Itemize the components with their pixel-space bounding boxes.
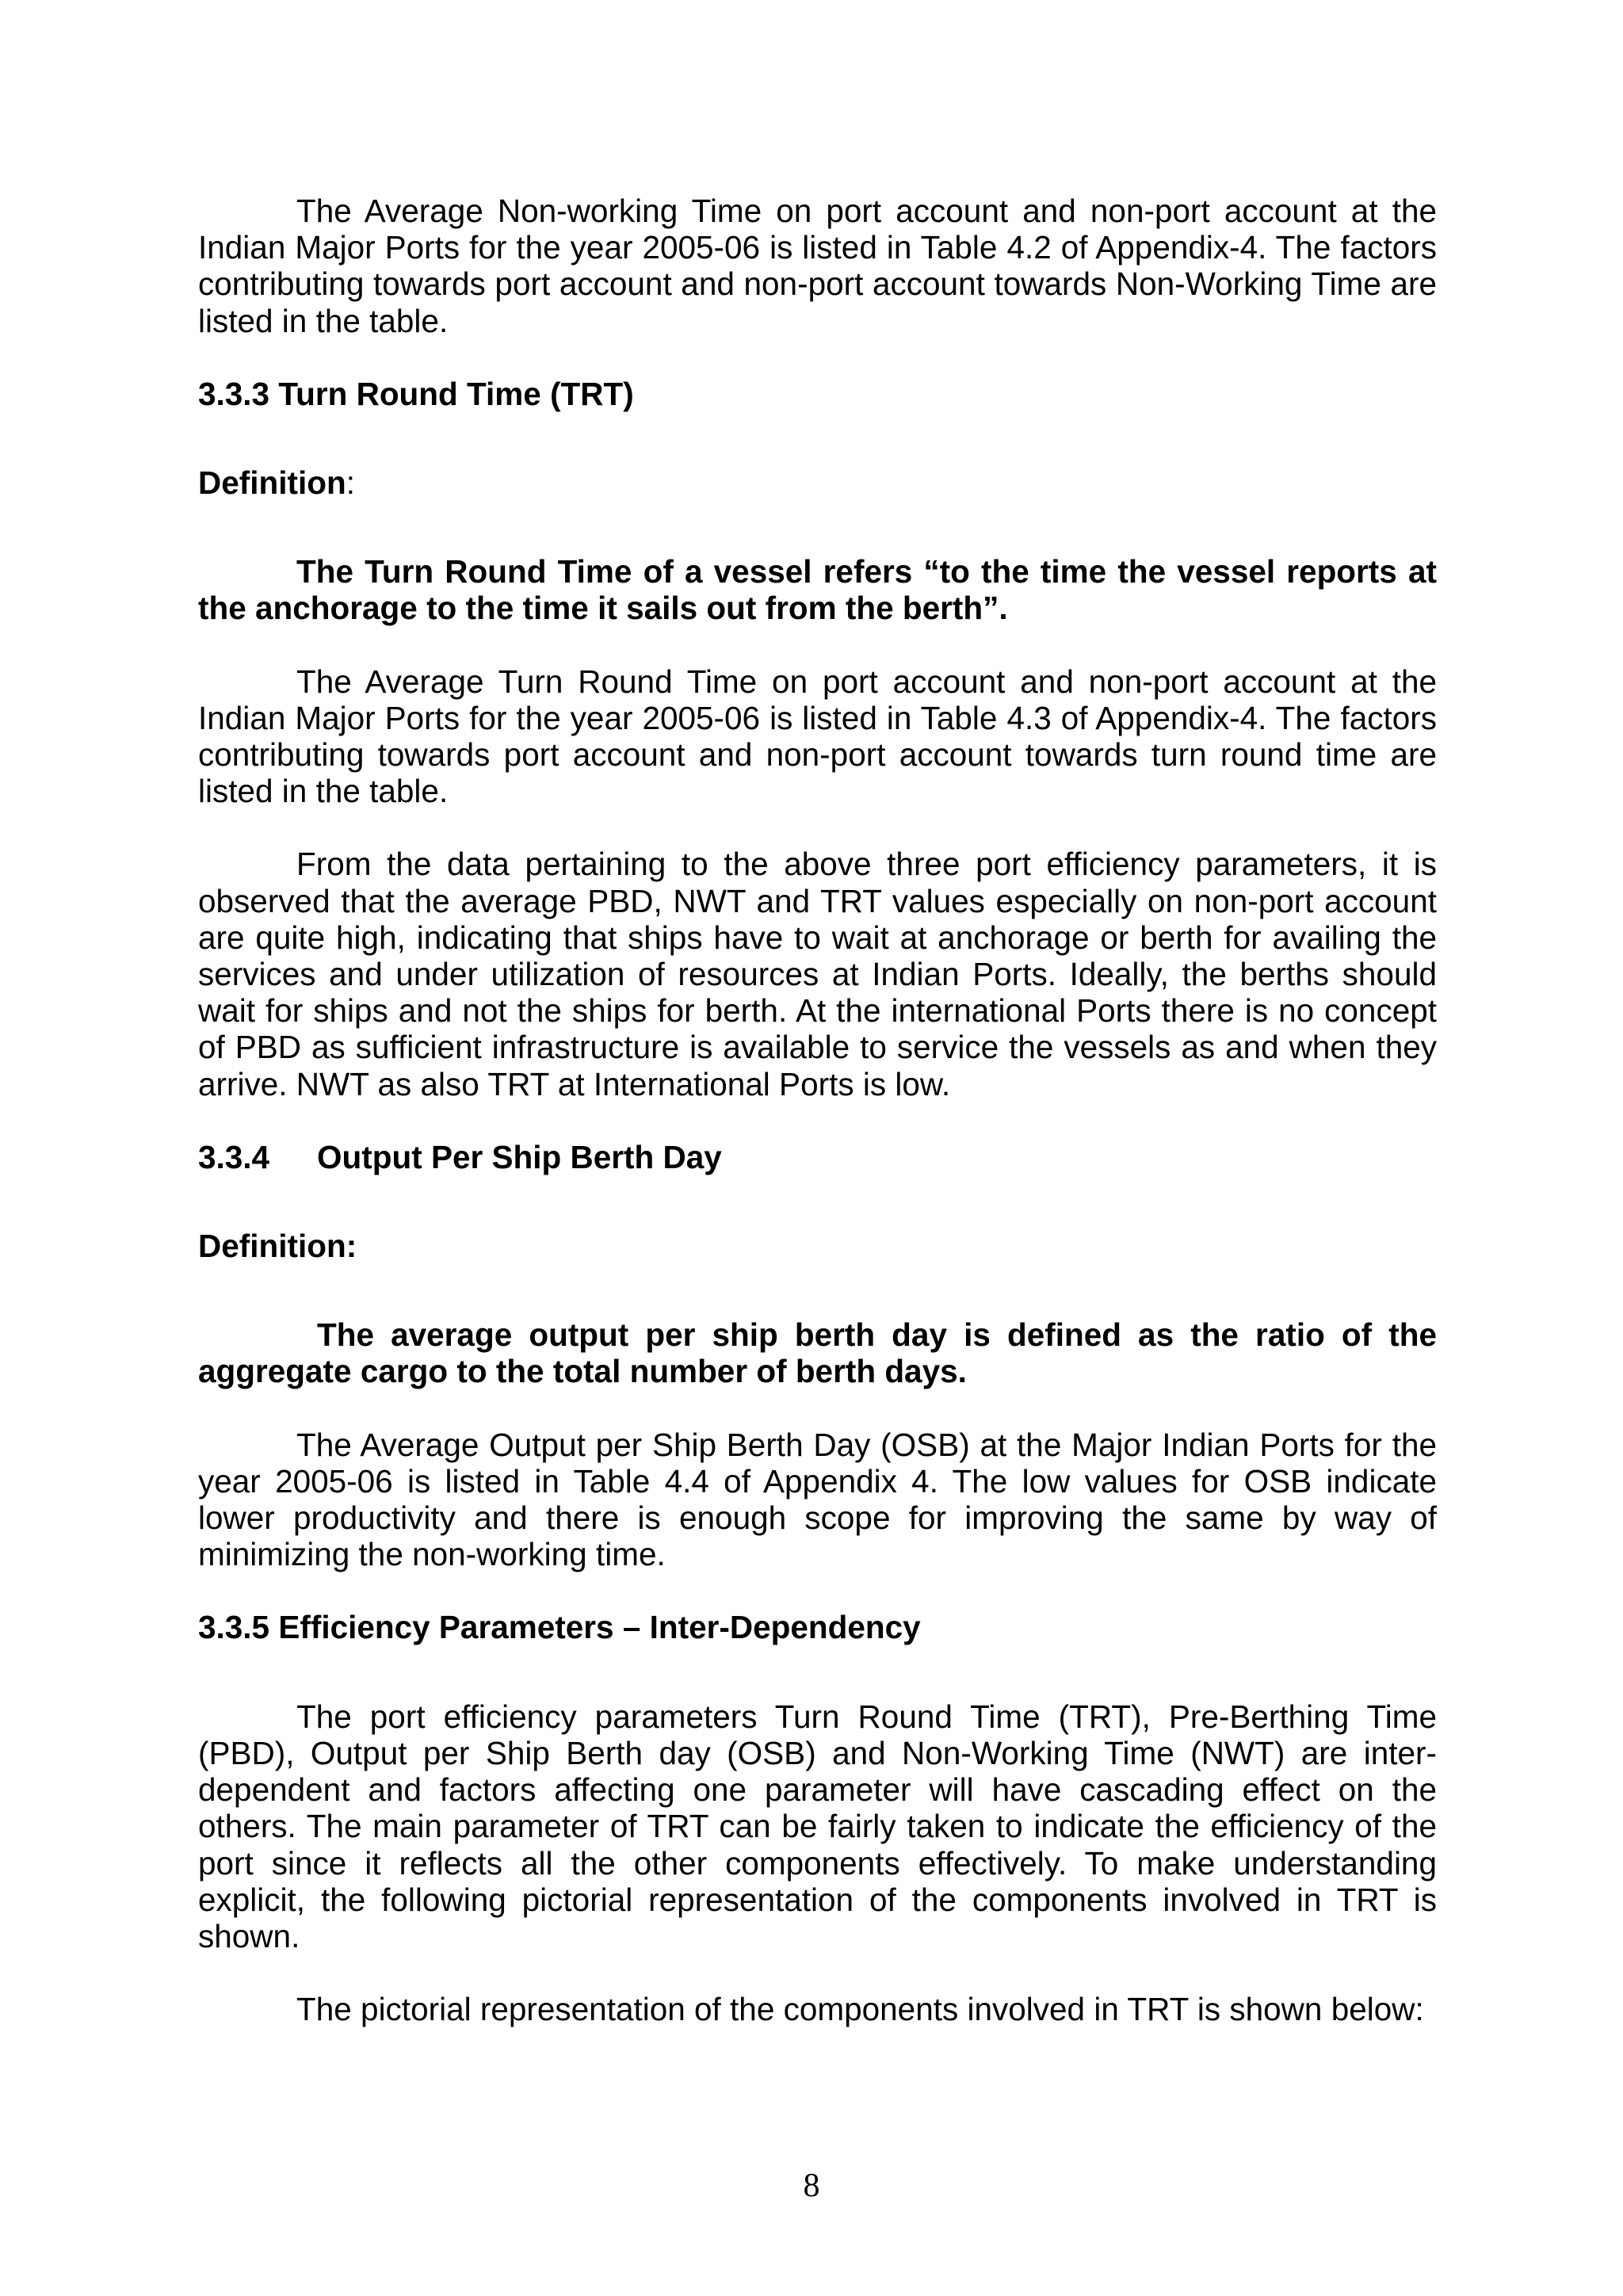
section-title: Efficiency Parameters – Inter-Dependency <box>278 1609 921 1646</box>
section-number: 3.3.3 <box>198 375 270 412</box>
paragraph-output-per-ship-berth-day: The Average Output per Ship Berth Day (OSB) at the Major Indian Ports for the year 2005-06 is listed in Table 4.4 of Appendix 4. The low values for OSB indicate lower productivity and there is enough scope for improving the same by way of minimizing the non-working time. <box>198 1426 1437 1573</box>
section-title: Turn Round Time (TRT) <box>278 375 634 412</box>
definition-trt: The Turn Round Time of a vessel refers “to the time the vessel reports at the anchorage to the time it sails out from the berth”. <box>198 553 1437 627</box>
page-number: 8 <box>803 2168 820 2204</box>
section-heading-3-3-3 <box>198 376 1437 412</box>
section-heading-3-3-4 <box>198 1139 1437 1175</box>
section-number: 3.3.4 <box>198 1138 270 1175</box>
definition-osb: The average output per ship berth day is defined as the ratio of the aggregate cargo to the total number of berth days. <box>198 1316 1437 1390</box>
paragraph-turn-round-time: The Average Turn Round Time on port account and non-port account at the Indian Major Ports for the year 2005-06 is listed in Table 4.3 of Appendix-4. The factors contributing towards port account and non-port account towards turn round time are listed in the table. <box>198 663 1437 810</box>
paragraph-inter-dependency: The port efficiency parameters Turn Round Time (TRT), Pre-Berthing Time (PBD), Output per Ship Berth day (OSB) and Non-Working Time (NWT) are inter-dependent and factors affecting one parameter will have cascading effect on the others. The main parameter of TRT can be fairly taken to indicate the efficiency of the port since it reflects all the other components effectively. To make understanding explicit, the following pictorial representation of the components involved in TRT is shown. <box>198 1698 1437 1954</box>
section-title: Output Per Ship Berth Day <box>317 1138 722 1175</box>
paragraph-non-working-time: The Average Non-working Time on port account and non-port account at the Indian Major Ports for the year 2005-06 is listed in Table 4.2 of Appendix-4. The factors contributing towards port account and non-port account towards Non-Working Time are listed in the table. <box>198 193 1437 339</box>
paragraph-observations: From the data pertaining to the above three port efficiency parameters, it is observed that the average PBD, NWT and TRT values especially on non-port account are quite high, indicating that ships have to wait at anchorage or berth for availing the services and under utilization of resources at Indian Ports. Ideally, the berths should wait for ships and not the ships for berth. At the international Ports there is no concept of PBD as sufficient infrastructure is available to service the vessels as and when they arrive. NWT as also TRT at International Ports is low. <box>198 846 1437 1102</box>
definition-label: Definition: <box>198 1228 357 1265</box>
section-heading-3-3-5 <box>198 1609 1437 1645</box>
paragraph-pictorial-intro: The pictorial representation of the components involved in TRT is shown below: <box>296 1991 1424 2028</box>
document-page <box>198 193 1437 2027</box>
definition-label: Definition: <box>198 464 355 502</box>
section-number: 3.3.5 <box>198 1609 270 1646</box>
